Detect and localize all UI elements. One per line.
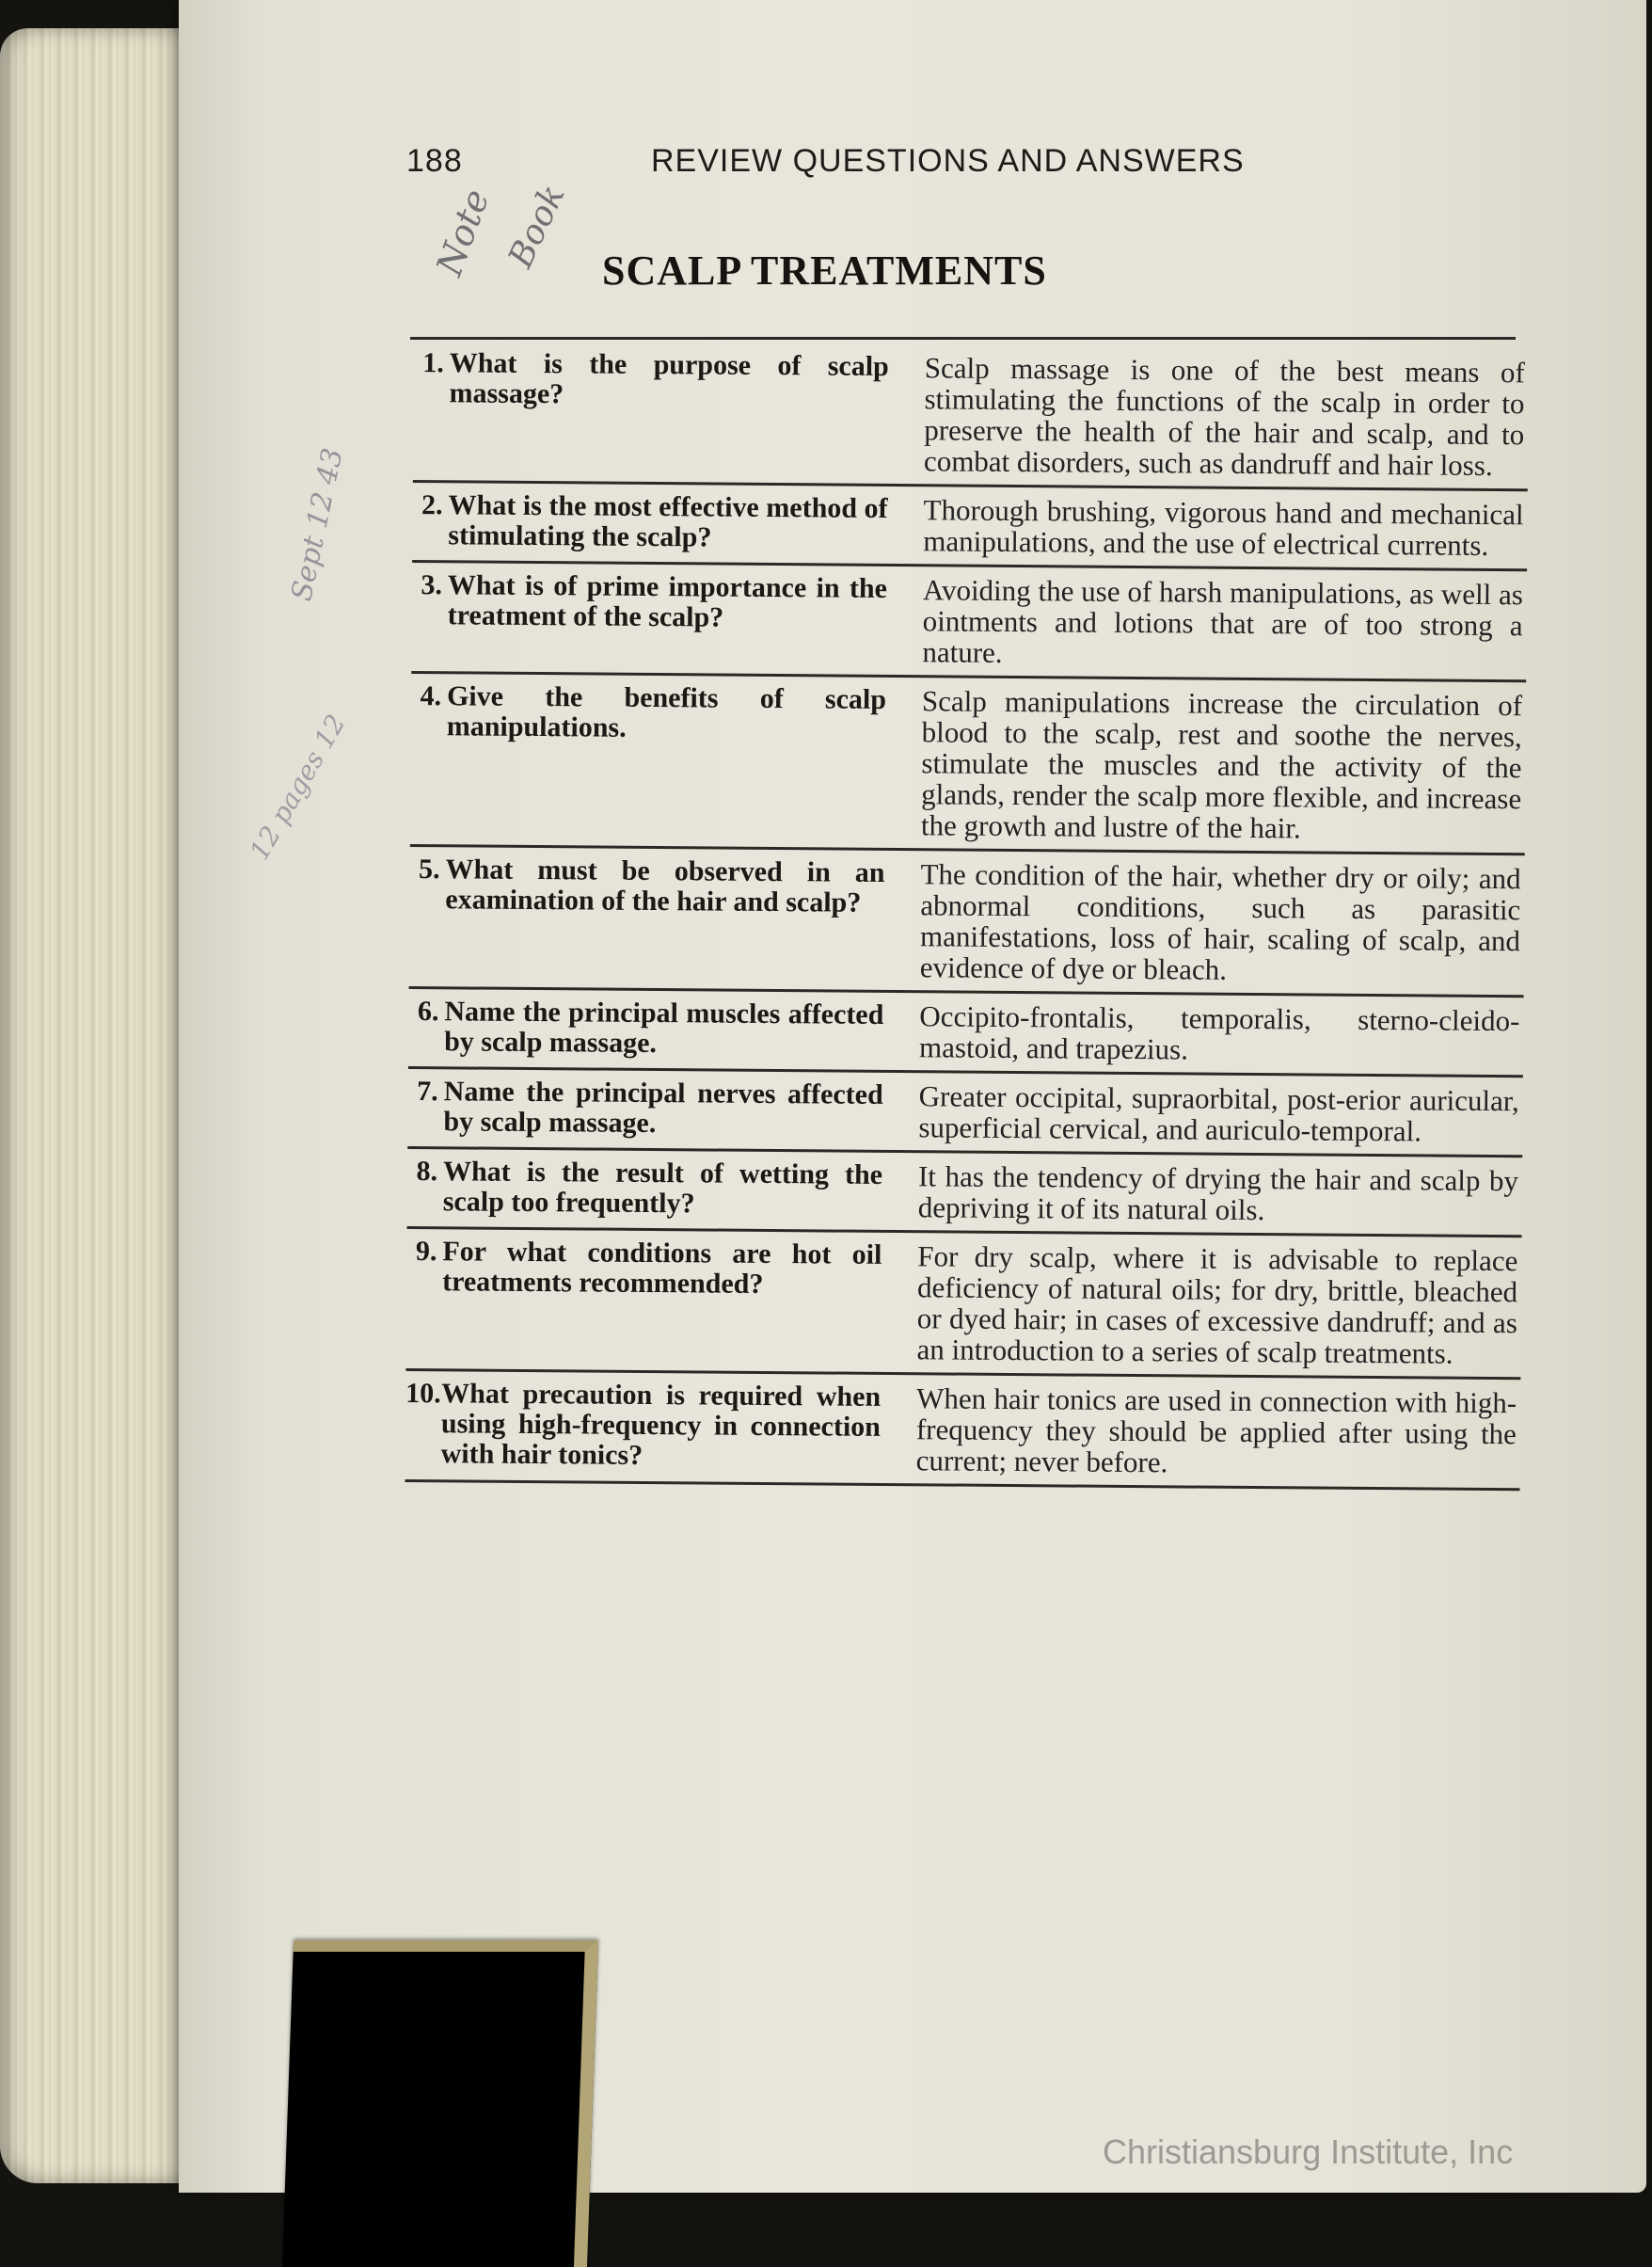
question-number: 6. bbox=[417, 996, 439, 1028]
qa-row bbox=[405, 1371, 1520, 1491]
page-number: 188 bbox=[406, 143, 463, 179]
answer-text: The condition of the hair, whether dry or oily; and abnormal conditions, such as parasitic manifestations, loss of hair, scaling of scalp, and evidence of dye or bleach. bbox=[919, 857, 1521, 986]
handwritten-note: Book bbox=[500, 179, 573, 274]
chapter-title: SCALP TREATMENTS bbox=[602, 247, 1047, 294]
answer-text: Greater occipital, supraorbital, post-erior auricular, superficial cervical, and auriculo-temporal. bbox=[918, 1079, 1519, 1148]
question bbox=[408, 997, 903, 1062]
question-text: What precaution is required when using high-frequency in connection with hair tonics? bbox=[440, 1378, 882, 1471]
watermark: Christiansburg Institute, Inc bbox=[1103, 2132, 1514, 2171]
running-title: REVIEW QUESTIONS AND ANSWERS bbox=[651, 143, 1245, 179]
question-number: 7. bbox=[417, 1076, 438, 1108]
answer-text: It has the tendency of drying the hair and scalp by depriving it of its natural oils. bbox=[917, 1159, 1519, 1227]
qa-table bbox=[405, 341, 1528, 1491]
answer-text: Scalp massage is one of the best means of stimulating the functions of the scalp in order to preserve the health of the hair and scalp, and to combat disorders, such as dandruff and hair loss. bbox=[923, 351, 1525, 483]
question-text: What is the most effective method of stimulating the scalp? bbox=[448, 489, 888, 553]
question bbox=[412, 490, 907, 556]
handwritten-note: 12 pages 12 bbox=[243, 709, 352, 866]
answer-text: For dry scalp, where it is advisable to replace deficiency of natural oils; for dry, brittle, bleached or dyed hair; in cases of excessive dandruff; and as an introduction to a series of scalp treatments. bbox=[916, 1239, 1518, 1370]
question-number: 5. bbox=[418, 854, 440, 886]
question bbox=[409, 854, 904, 982]
question-text: What is of prime importance in the treatment of the scalp? bbox=[447, 569, 888, 633]
question bbox=[407, 1157, 902, 1222]
question bbox=[405, 1379, 900, 1476]
question-text: Give the benefits of scalp manipulations. bbox=[446, 680, 887, 743]
question-number: 9. bbox=[415, 1236, 437, 1268]
question-number: 8. bbox=[416, 1156, 438, 1188]
answer-text: Occipito-frontalis, temporalis, sterno-cleido-mastoid, and trapezius. bbox=[918, 999, 1520, 1066]
question-number: 10. bbox=[405, 1377, 441, 1410]
question-text: What must be observed in an examination of the hair and scalp? bbox=[445, 854, 885, 918]
question bbox=[411, 570, 906, 667]
question bbox=[405, 1237, 900, 1365]
handwritten-date: Sept 12 43 bbox=[285, 445, 350, 604]
qa-row bbox=[407, 1069, 1523, 1157]
handwritten-note: Note bbox=[428, 184, 498, 281]
question-number: 4. bbox=[420, 680, 442, 712]
question bbox=[410, 681, 905, 840]
answer-text: Scalp manipulations increase the circulation of blood to the scalp, rest and soothe the nerves, stimulate the muscles and the activity of the glands, render the scalp more flexible, and increase the growth and lustre of the hair. bbox=[920, 684, 1523, 845]
question-number: 1. bbox=[422, 347, 444, 379]
question bbox=[407, 1077, 902, 1142]
qa-row bbox=[412, 483, 1528, 571]
question-text: For what conditions are hot oil treatments recommended? bbox=[442, 1236, 882, 1300]
qa-row bbox=[409, 847, 1525, 998]
question-text: Name the principal muscles affected by scalp massage. bbox=[444, 996, 884, 1060]
table-top-rule bbox=[410, 337, 1516, 340]
bookmark bbox=[282, 1940, 598, 2267]
question-text: What is the purpose of scalp massage? bbox=[449, 347, 889, 410]
question-number: 3. bbox=[421, 569, 443, 601]
qa-row bbox=[405, 1229, 1521, 1380]
qa-row bbox=[413, 341, 1529, 491]
question-number: 2. bbox=[421, 489, 443, 521]
question bbox=[413, 348, 908, 476]
question-text: What is the result of wetting the scalp too frequently? bbox=[442, 1156, 883, 1220]
answer-text: Avoiding the use of harsh manipulations, as well as ointments and lotions that are of too strong a nature. bbox=[922, 573, 1524, 669]
qa-row bbox=[410, 674, 1526, 855]
qa-row bbox=[411, 563, 1527, 682]
qa-row bbox=[408, 989, 1524, 1078]
question-text: Name the principal nerves affected by scalp massage. bbox=[443, 1076, 883, 1140]
qa-row bbox=[407, 1149, 1523, 1237]
answer-text: When hair tonics are used in connection with high-frequency they should be applied after using the current; never before. bbox=[915, 1381, 1517, 1479]
answer-text: Thorough brushing, vigorous hand and mechanical manipulations, and the use of electrical currents. bbox=[923, 493, 1524, 562]
